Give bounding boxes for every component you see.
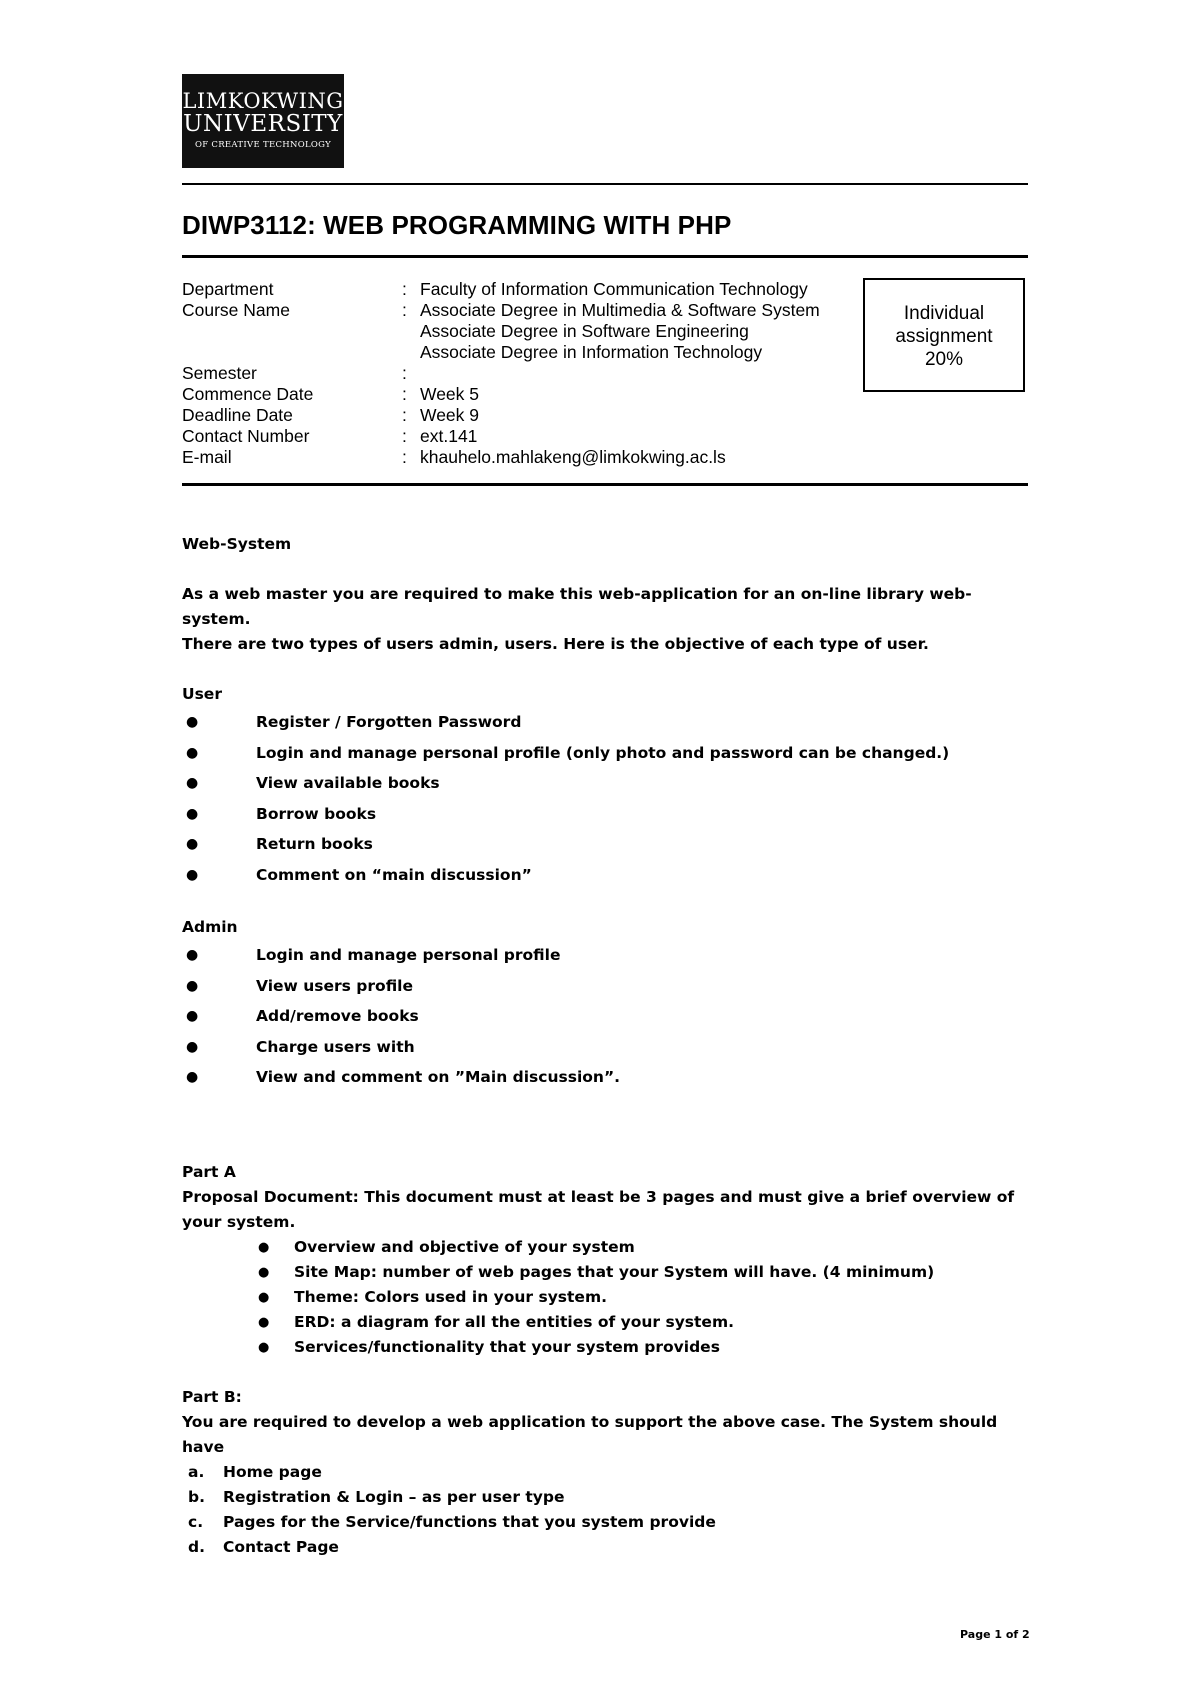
- list-item-text: Theme: Colors used in your system.: [294, 1287, 607, 1306]
- info-value-line: Associate Degree in Information Technology: [420, 342, 763, 362]
- assignment-weight-box: [863, 278, 1025, 392]
- info-value: [420, 426, 477, 447]
- info-label: Semester: [182, 363, 257, 383]
- email-address: khauhelo.mahlakeng@limkokwing.ac.ls: [420, 447, 726, 467]
- list-item: [182, 1062, 1032, 1093]
- info-colon: :: [402, 363, 407, 383]
- list-item-text: Login and manage personal profile (only photo and password can be changed.): [256, 743, 950, 762]
- info-row-course-name: [182, 300, 820, 363]
- info-value: [420, 300, 820, 363]
- list-item: [258, 1310, 1032, 1335]
- logo-line-3: OF CREATIVE TECHNOLOGY: [194, 140, 332, 150]
- page-number: Page 1 of 2: [960, 1628, 1030, 1641]
- list-item-text: Site Map: number of web pages that your System will have. (4 minimum): [294, 1262, 935, 1281]
- info-colon: :: [402, 426, 407, 446]
- list-item-text: Home page: [223, 1462, 322, 1481]
- bullet-icon: ●: [258, 1264, 270, 1280]
- user-objectives-list: [182, 707, 1032, 890]
- info-colon: :: [402, 300, 407, 320]
- list-item: [182, 707, 1032, 738]
- university-logo: [182, 74, 344, 168]
- course-info-table: [182, 279, 820, 468]
- info-value: [420, 279, 808, 300]
- list-item-text: View users profile: [256, 976, 414, 995]
- part-b-list: [182, 1460, 1032, 1560]
- info-colon: :: [402, 447, 407, 467]
- info-label: Commence Date: [182, 384, 314, 404]
- info-value-line: Associate Degree in Multimedia & Software System: [420, 300, 820, 320]
- info-label: E-mail: [182, 447, 232, 467]
- list-item: [182, 829, 1032, 860]
- list-item: [182, 1460, 1032, 1485]
- list-item-text: Charge users with: [256, 1037, 415, 1056]
- bullet-icon: ●: [258, 1289, 270, 1305]
- list-item: [258, 1260, 1032, 1285]
- logo-line-2: UNIVERSITY: [183, 111, 343, 137]
- info-colon: :: [402, 405, 407, 425]
- list-marker: d.: [188, 1537, 205, 1556]
- list-item: [182, 1510, 1032, 1535]
- info-value-line: Faculty of Information Communication Technology: [420, 279, 808, 299]
- assignment-body: [182, 532, 1032, 1560]
- info-value: [420, 405, 479, 426]
- list-item: [182, 1535, 1032, 1560]
- list-item-text: Services/functionality that your system provides: [294, 1337, 720, 1356]
- info-label: Course Name: [182, 300, 290, 320]
- list-item: [258, 1235, 1032, 1260]
- bullet-icon: ●: [186, 947, 199, 963]
- list-item: [182, 971, 1032, 1002]
- info-value-line: Week 5: [420, 384, 480, 404]
- intro-line: There are two types of users admin, users. Here is the objective of each type of user.: [182, 635, 929, 653]
- info-divider: [182, 483, 1028, 486]
- bullet-icon: ●: [186, 744, 199, 761]
- bullet-icon: ●: [186, 1008, 199, 1024]
- assignment-box-line: assignment: [895, 326, 993, 347]
- list-item-text: Comment on “main discussion”: [256, 865, 532, 884]
- info-value-line: Week 9: [420, 405, 480, 425]
- info-value-line: Associate Degree in Software Engineering: [420, 321, 749, 341]
- list-item-text: Login and manage personal profile: [256, 946, 561, 964]
- info-label: Deadline Date: [182, 405, 293, 425]
- list-item-text: Pages for the Service/functions that you system provide: [223, 1512, 716, 1531]
- bullet-icon: ●: [186, 714, 199, 730]
- info-row-contact-number: [182, 426, 820, 447]
- list-marker: b.: [188, 1487, 205, 1506]
- bullet-icon: ●: [186, 1069, 199, 1085]
- list-item-text: Overview and objective of your system: [294, 1237, 635, 1256]
- intro-line: As a web master you are required to make this web-application for an on-line library web-system.: [182, 585, 972, 628]
- info-colon: :: [402, 279, 407, 299]
- info-row-department: [182, 279, 820, 300]
- part-b-heading: Part B:: [182, 1387, 242, 1406]
- list-item-text: Register / Forgotten Password: [256, 713, 522, 731]
- info-label: Contact Number: [182, 426, 310, 446]
- part-a-list: [182, 1235, 1032, 1360]
- list-item: [182, 1485, 1032, 1510]
- assignment-box-line: 20%: [924, 349, 964, 370]
- list-item-text: Add/remove books: [256, 1007, 419, 1025]
- info-row-commence-date: [182, 384, 820, 405]
- bullet-icon: ●: [186, 836, 199, 852]
- list-item-text: View and comment on ”Main discussion”.: [256, 1068, 621, 1086]
- part-b-description: You are required to develop a web application to support the above case. The System should have: [182, 1412, 998, 1456]
- info-row-deadline-date: [182, 405, 820, 426]
- assignment-box-line: Individual: [903, 303, 985, 324]
- info-colon: :: [402, 384, 407, 404]
- admin-heading: Admin: [182, 918, 238, 936]
- list-marker: c.: [188, 1512, 204, 1531]
- info-row-semester: [182, 363, 820, 384]
- list-marker: a.: [188, 1462, 205, 1481]
- part-a-description: Proposal Document: This document must at least be 3 pages and must give a brief overview of your system.: [182, 1187, 1015, 1231]
- list-item-text: ERD: a diagram for all the entities of your system.: [294, 1312, 734, 1331]
- info-label: Department: [182, 279, 274, 299]
- info-value: [420, 384, 479, 405]
- list-item-text: Borrow books: [256, 804, 377, 823]
- list-item: [258, 1335, 1032, 1360]
- bullet-icon: ●: [186, 866, 199, 883]
- course-title: DIWP3112: WEB PROGRAMMING WITH PHP: [182, 210, 732, 240]
- section-heading: Web-System: [182, 535, 292, 553]
- logo-line-1: LIMKOKWING: [182, 89, 344, 113]
- list-item: [182, 738, 1032, 769]
- part-a-heading: Part A: [182, 1162, 236, 1181]
- list-item: [182, 1001, 1032, 1032]
- list-item-text: Return books: [256, 835, 373, 853]
- list-item: [182, 1032, 1032, 1063]
- list-item: [182, 940, 1032, 971]
- list-item: [182, 799, 1032, 830]
- admin-objectives-list: [182, 940, 1032, 1093]
- list-item-text: Registration & Login – as per user type: [223, 1487, 565, 1506]
- title-divider: [182, 255, 1028, 258]
- bullet-icon: ●: [186, 977, 199, 994]
- bullet-icon: ●: [258, 1239, 270, 1255]
- list-item: [182, 768, 1032, 799]
- list-item-text: View available books: [256, 774, 440, 792]
- info-value: [420, 447, 726, 468]
- bullet-icon: ●: [258, 1314, 270, 1330]
- list-item-text: Contact Page: [223, 1537, 339, 1556]
- bullet-icon: ●: [258, 1339, 270, 1355]
- user-heading: User: [182, 685, 222, 703]
- bullet-icon: ●: [186, 805, 199, 822]
- bullet-icon: ●: [186, 1038, 199, 1055]
- top-divider: [182, 183, 1028, 185]
- bullet-icon: ●: [186, 775, 199, 791]
- list-item: [258, 1285, 1032, 1310]
- info-value-line: ext.141: [420, 426, 478, 446]
- list-item: [182, 860, 1032, 891]
- info-row-email: [182, 447, 820, 468]
